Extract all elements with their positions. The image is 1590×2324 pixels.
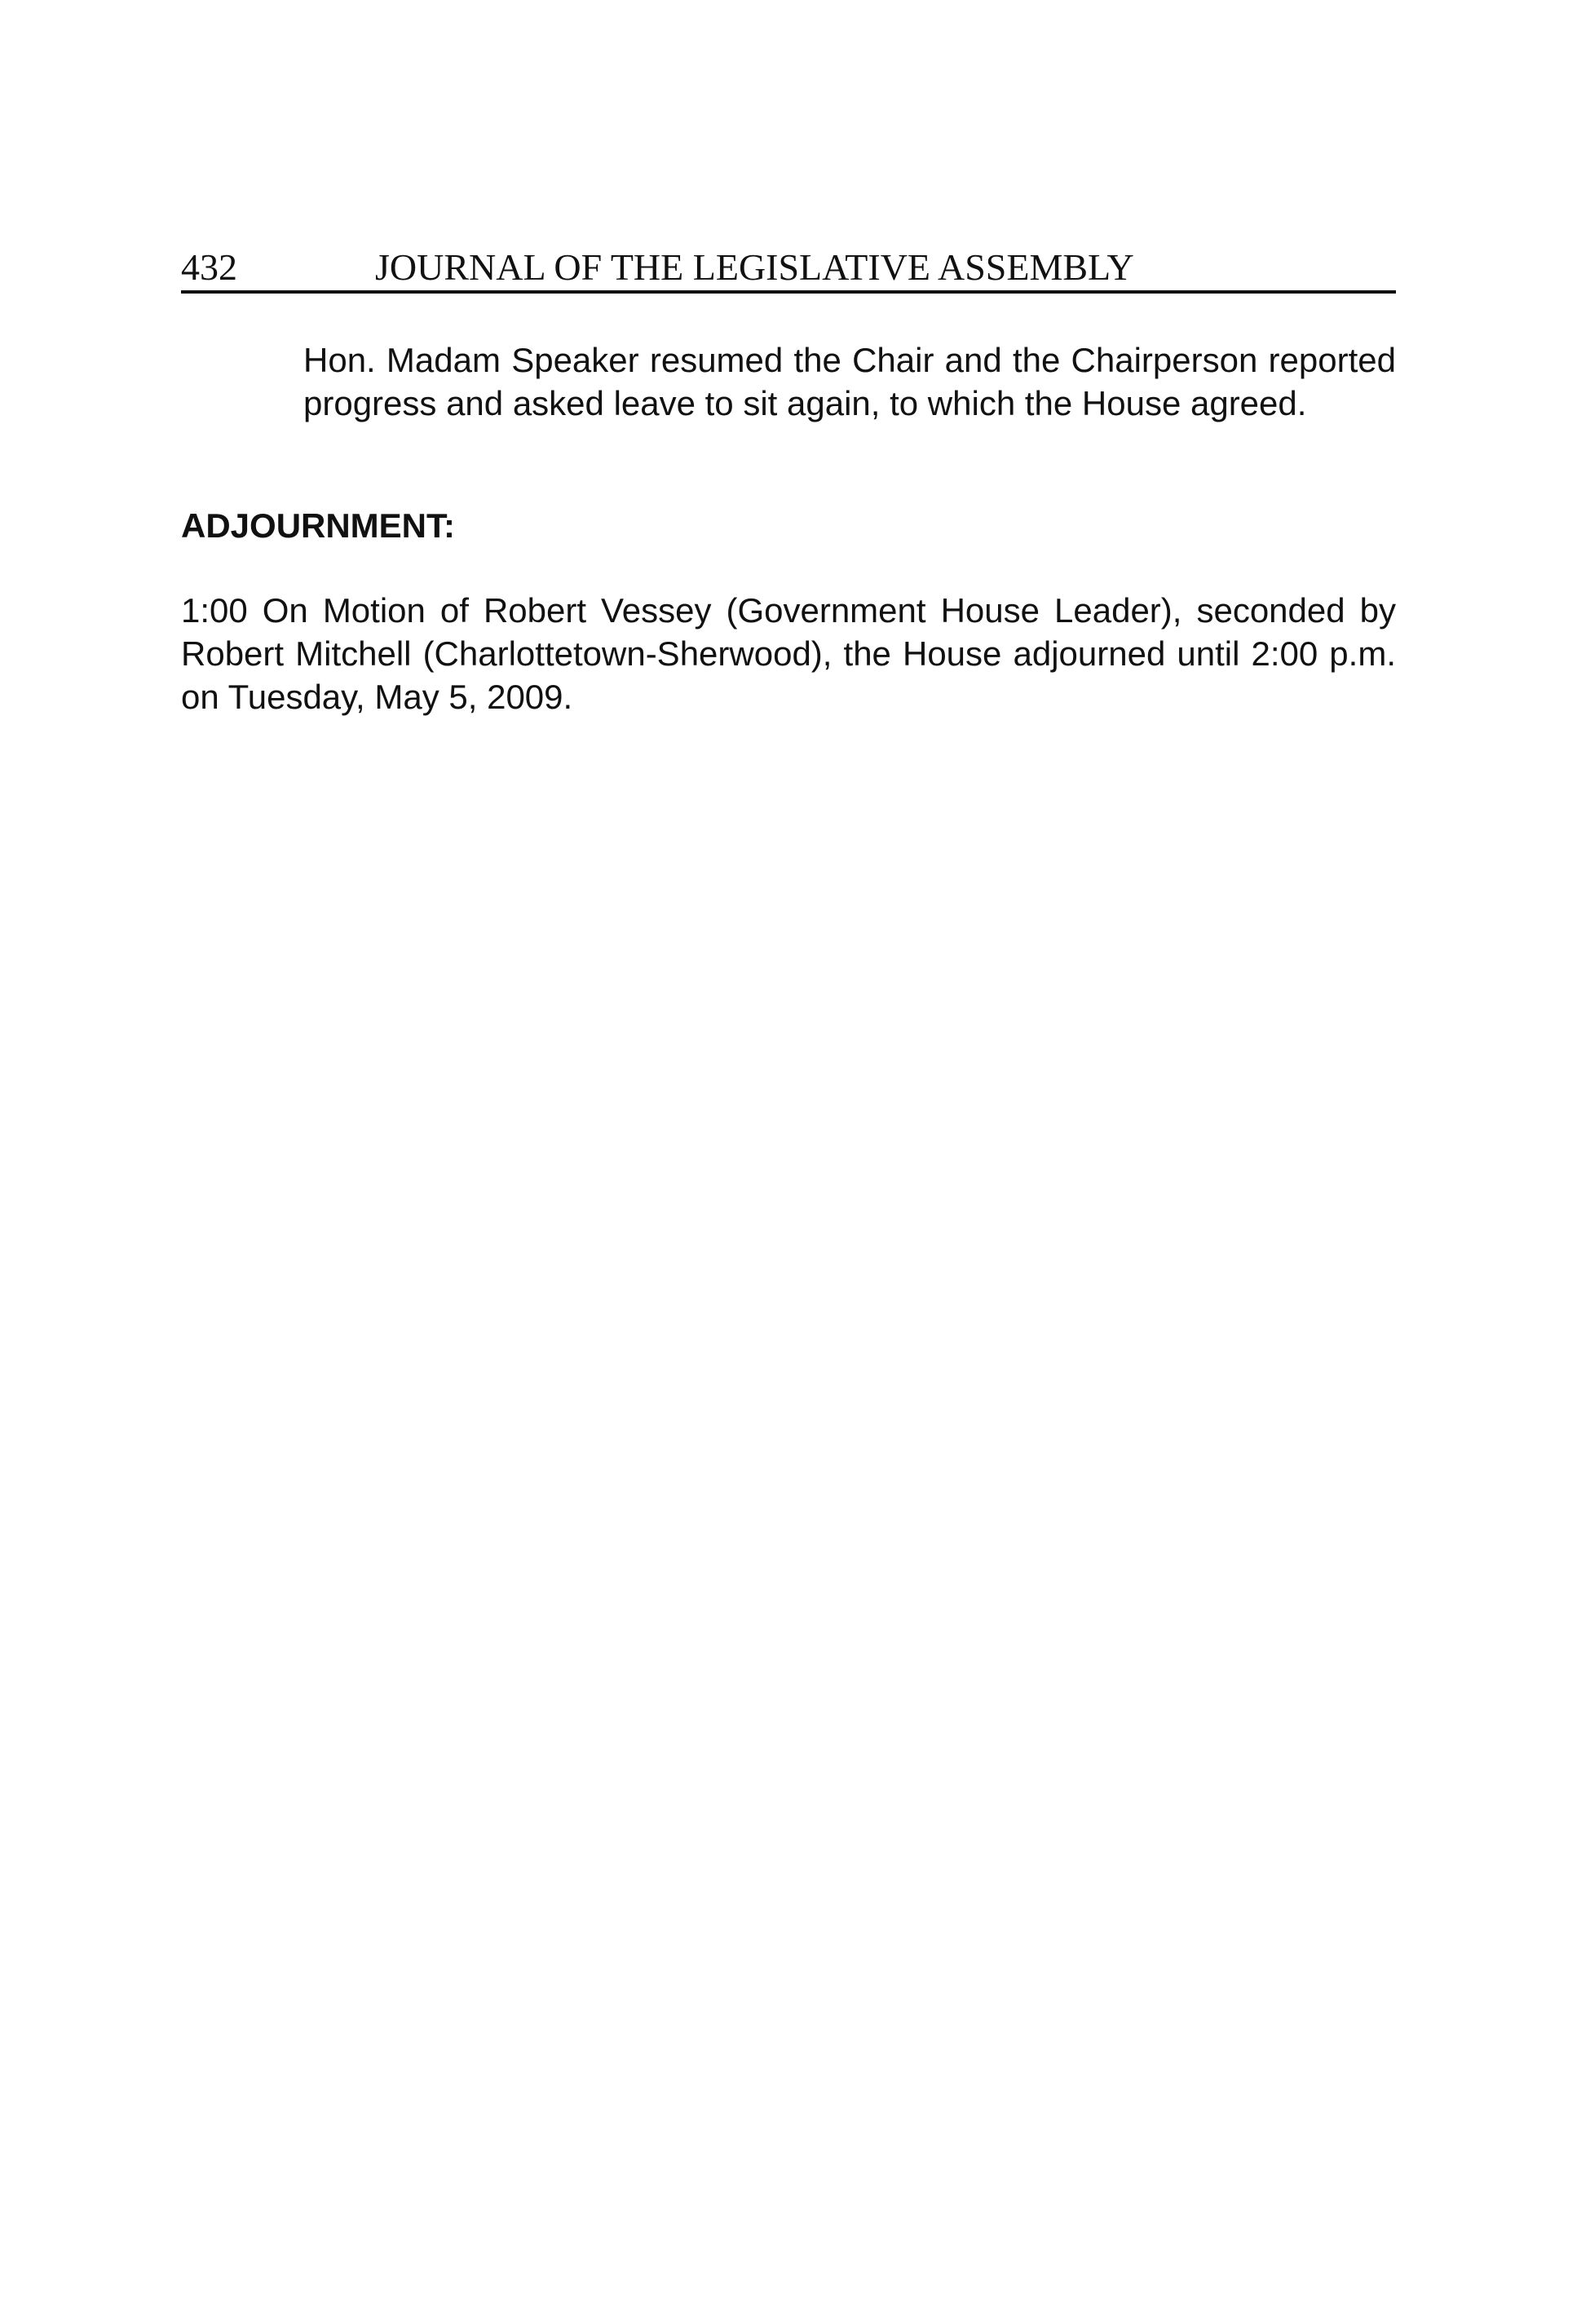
running-header	[181, 245, 1396, 294]
journal-title: JOURNAL OF THE LEGISLATIVE ASSEMBLY	[375, 246, 1134, 288]
adjournment-heading: ADJOURNMENT:	[181, 506, 455, 545]
adjournment-paragraph: 1:00 On Motion of Robert Vessey (Government House Leader), seconded by Robert Mitchell (Charlottetown-Sherwood), the House adjourned until 2:00 p.m. on Tuesday, May 5, 2009.	[181, 591, 1396, 716]
speaker-resumed-chair-paragraph: Hon. Madam Speaker resumed the Chair and the Chairperson reported progress and asked leave to sit again, to which the House agreed.	[303, 341, 1396, 422]
page-number: 432	[181, 246, 237, 288]
